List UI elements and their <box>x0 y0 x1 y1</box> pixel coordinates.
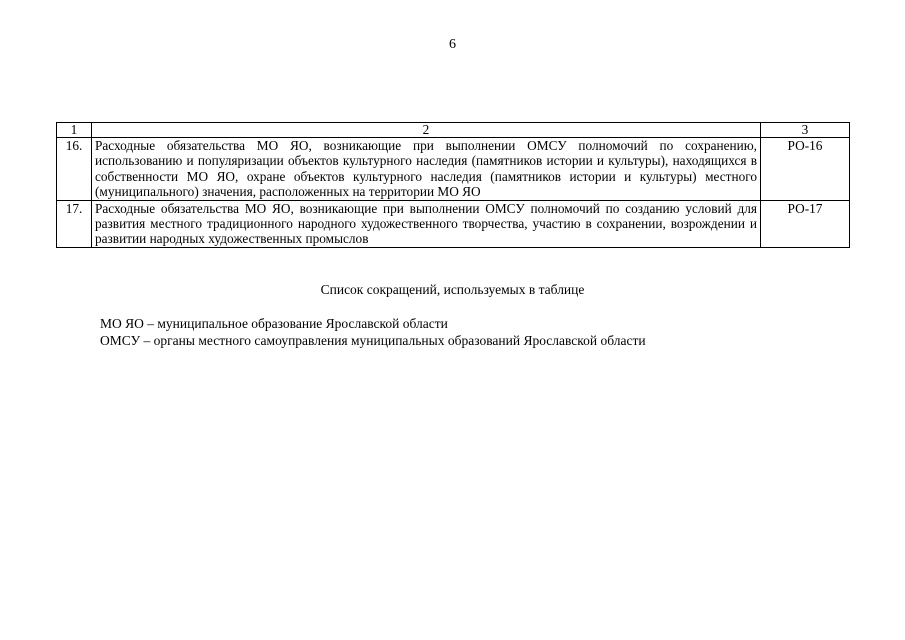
abbreviations-list <box>100 315 646 349</box>
row-code-cell: РО-17 <box>761 200 850 247</box>
row-number-cell: 16. <box>57 138 92 201</box>
row-code-cell: РО-16 <box>761 138 850 201</box>
table-row <box>57 200 850 247</box>
row-number-cell: 17. <box>57 200 92 247</box>
table-row <box>57 138 850 201</box>
row-description-cell: Расходные обязательства МО ЯО, возникающие при выполнении ОМСУ полномочий по созданию условий для развития местного традиционного народного художественного творчества, участию в сохранении, возрождении и развитии народных художественных промыслов <box>92 200 761 247</box>
abbreviation-item: МО ЯО – муниципальное образование Ярославской области <box>100 316 448 331</box>
abbreviation-item: ОМСУ – органы местного самоуправления муниципальных образований Ярославской области <box>100 333 646 348</box>
abbreviations-title: Список сокращений, используемых в таблице <box>320 282 585 297</box>
row-description-cell: Расходные обязательства МО ЯО, возникающие при выполнении ОМСУ полномочий по сохранению, использованию и популяризации объектов культурного наследия (памятников истории и культуры), находящихся в собственности МО ЯО, охране объектов культурного наследия (памятников истории и культуры) местного (муниципального) значения, расположенных на территории МО ЯО <box>92 138 761 201</box>
table-header-row <box>57 123 850 138</box>
header-cell-2: 2 <box>92 123 761 138</box>
header-cell-1: 1 <box>57 123 92 138</box>
obligations-table <box>56 122 850 248</box>
header-cell-3: 3 <box>761 123 850 138</box>
page-number: 6 <box>449 37 456 52</box>
